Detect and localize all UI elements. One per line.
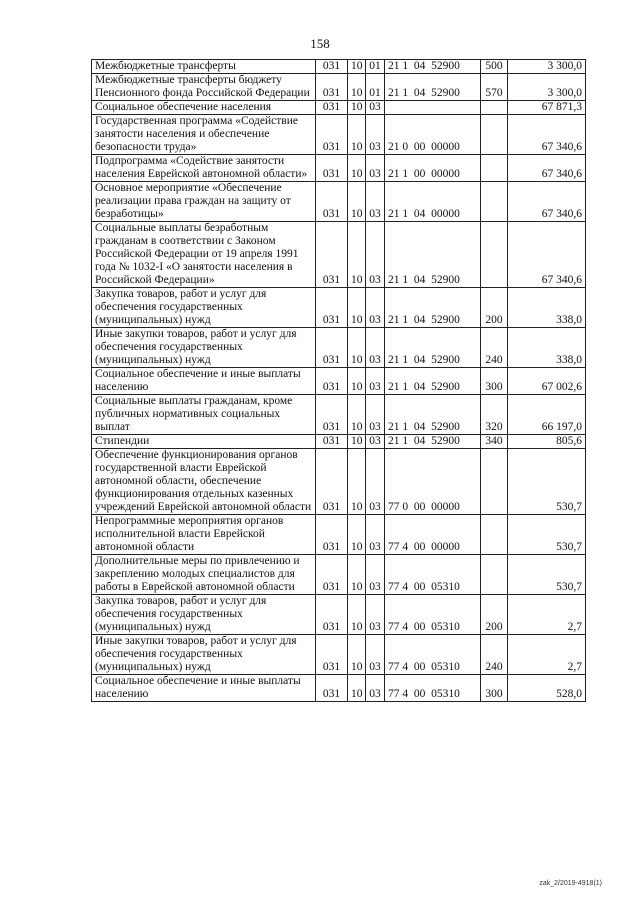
row-name-cell: Непрограммные мероприятия органов исполнительной власти Еврейской автономной области <box>92 515 316 555</box>
row-expense-type-cell: 240 <box>481 635 508 675</box>
row-amount-cell: 67 871,3 <box>508 101 586 115</box>
row-target-article-cell: 21 0 00 00000 <box>385 115 481 155</box>
row-name-cell: Социальные выплаты безработным гражданам в соответствии с Законом Российской Федерации от 19 апреля 1991 года № 1032-I «О занятости населения в Российской Федерации» <box>92 222 316 288</box>
table-row <box>92 595 586 635</box>
row-target-article-cell: 77 0 00 00000 <box>385 449 481 515</box>
row-target-article-cell: 21 1 04 52900 <box>385 435 481 449</box>
row-target-article-cell: 21 1 04 52900 <box>385 222 481 288</box>
row-amount-cell: 530,7 <box>508 449 586 515</box>
document-code: zak_2/2019-4918(1) <box>539 880 602 887</box>
row-section-cell: 10 <box>348 182 366 222</box>
row-section-cell: 10 <box>348 435 366 449</box>
table-row <box>92 155 586 182</box>
row-target-article-cell: 21 1 04 52900 <box>385 288 481 328</box>
row-expense-type-cell: 200 <box>481 288 508 328</box>
row-name-cell: Подпрограмма «Содействие занятости населения Еврейской автономной области» <box>92 155 316 182</box>
row-section-cell: 10 <box>348 368 366 395</box>
table-row <box>92 368 586 395</box>
row-name-cell: Закупка товаров, работ и услуг для обеспечения государственных (муниципальных) нужд <box>92 595 316 635</box>
row-amount-cell: 338,0 <box>508 288 586 328</box>
row-amount-cell: 67 340,6 <box>508 115 586 155</box>
row-grbs-cell: 031 <box>316 675 348 702</box>
row-target-article-cell: 77 4 00 05310 <box>385 675 481 702</box>
row-name-cell: Обеспечение функционирования органов государственной власти Еврейской автономной области, обеспечение функционирования отдельных казенных учреждений Еврейской автономной области <box>92 449 316 515</box>
row-amount-cell: 3 300,0 <box>508 60 586 74</box>
row-amount-cell: 67 340,6 <box>508 182 586 222</box>
row-name-cell: Государственная программа «Содействие занятости населения и обеспечение безопасности труда» <box>92 115 316 155</box>
table-row <box>92 675 586 702</box>
row-grbs-cell: 031 <box>316 101 348 115</box>
row-subsection-cell: 03 <box>366 101 385 115</box>
row-target-article-cell: 21 1 04 52900 <box>385 395 481 435</box>
row-subsection-cell: 03 <box>366 368 385 395</box>
row-target-article-cell: 77 4 00 05310 <box>385 595 481 635</box>
row-subsection-cell: 03 <box>366 515 385 555</box>
table-row <box>92 515 586 555</box>
row-subsection-cell: 03 <box>366 449 385 515</box>
row-expense-type-cell: 300 <box>481 675 508 702</box>
page-number: 158 <box>310 36 330 51</box>
row-amount-cell: 2,7 <box>508 595 586 635</box>
table-row <box>92 115 586 155</box>
row-subsection-cell: 03 <box>366 595 385 635</box>
row-section-cell: 10 <box>348 395 366 435</box>
row-expense-type-cell <box>481 222 508 288</box>
row-subsection-cell: 03 <box>366 222 385 288</box>
row-amount-cell: 530,7 <box>508 555 586 595</box>
row-expense-type-cell <box>481 155 508 182</box>
row-subsection-cell: 03 <box>366 635 385 675</box>
row-name-cell: Иные закупки товаров, работ и услуг для обеспечения государственных (муниципальных) нужд <box>92 328 316 368</box>
row-subsection-cell: 03 <box>366 155 385 182</box>
row-name-cell: Межбюджетные трансферты <box>92 60 316 74</box>
row-amount-cell: 66 197,0 <box>508 395 586 435</box>
table-row <box>92 635 586 675</box>
row-target-article-cell: 21 1 04 52900 <box>385 60 481 74</box>
row-section-cell: 10 <box>348 74 366 101</box>
row-subsection-cell: 03 <box>366 435 385 449</box>
row-expense-type-cell <box>481 101 508 115</box>
row-grbs-cell: 031 <box>316 115 348 155</box>
row-section-cell: 10 <box>348 288 366 328</box>
row-section-cell: 10 <box>348 328 366 368</box>
row-target-article-cell: 21 1 00 00000 <box>385 155 481 182</box>
budget-table <box>91 59 586 702</box>
row-expense-type-cell: 500 <box>481 60 508 74</box>
row-section-cell: 10 <box>348 115 366 155</box>
row-section-cell: 10 <box>348 155 366 182</box>
row-subsection-cell: 03 <box>366 182 385 222</box>
row-expense-type-cell <box>481 555 508 595</box>
row-grbs-cell: 031 <box>316 435 348 449</box>
row-target-article-cell: 21 1 04 52900 <box>385 368 481 395</box>
row-target-article-cell: 21 1 04 52900 <box>385 74 481 101</box>
row-name-cell: Социальное обеспечение и иные выплаты населению <box>92 368 316 395</box>
row-expense-type-cell: 300 <box>481 368 508 395</box>
table-row <box>92 555 586 595</box>
row-grbs-cell: 031 <box>316 328 348 368</box>
row-amount-cell: 528,0 <box>508 675 586 702</box>
row-section-cell: 10 <box>348 60 366 74</box>
row-name-cell: Дополнительные меры по привлечению и закреплению молодых специалистов для работы в Еврейской автономной области <box>92 555 316 595</box>
row-amount-cell: 67 340,6 <box>508 155 586 182</box>
row-grbs-cell: 031 <box>316 222 348 288</box>
row-expense-type-cell <box>481 115 508 155</box>
row-grbs-cell: 031 <box>316 595 348 635</box>
row-grbs-cell: 031 <box>316 155 348 182</box>
row-subsection-cell: 01 <box>366 60 385 74</box>
row-expense-type-cell: 240 <box>481 328 508 368</box>
row-grbs-cell: 031 <box>316 395 348 435</box>
table-row <box>92 74 586 101</box>
row-section-cell: 10 <box>348 555 366 595</box>
row-grbs-cell: 031 <box>316 74 348 101</box>
row-section-cell: 10 <box>348 595 366 635</box>
table-row <box>92 60 586 74</box>
row-subsection-cell: 03 <box>366 555 385 595</box>
row-grbs-cell: 031 <box>316 555 348 595</box>
row-amount-cell: 67 340,6 <box>508 222 586 288</box>
table-row <box>92 435 586 449</box>
row-name-cell: Социальное обеспечение населения <box>92 101 316 115</box>
row-name-cell: Социальные выплаты гражданам, кроме публичных нормативных социальных выплат <box>92 395 316 435</box>
row-grbs-cell: 031 <box>316 288 348 328</box>
row-amount-cell: 805,6 <box>508 435 586 449</box>
row-target-article-cell: 77 4 00 05310 <box>385 555 481 595</box>
row-section-cell: 10 <box>348 675 366 702</box>
row-name-cell: Основное мероприятие «Обеспечение реализации права граждан на защиту от безработицы» <box>92 182 316 222</box>
row-name-cell: Межбюджетные трансферты бюджету Пенсионного фонда Российской Федерации <box>92 74 316 101</box>
row-name-cell: Закупка товаров, работ и услуг для обеспечения государственных (муниципальных) нужд <box>92 288 316 328</box>
row-section-cell: 10 <box>348 101 366 115</box>
row-name-cell: Иные закупки товаров, работ и услуг для обеспечения государственных (муниципальных) нужд <box>92 635 316 675</box>
row-section-cell: 10 <box>348 635 366 675</box>
row-amount-cell: 2,7 <box>508 635 586 675</box>
row-expense-type-cell <box>481 449 508 515</box>
row-subsection-cell: 03 <box>366 675 385 702</box>
row-grbs-cell: 031 <box>316 182 348 222</box>
row-section-cell: 10 <box>348 222 366 288</box>
row-name-cell: Стипендии <box>92 435 316 449</box>
row-section-cell: 10 <box>348 449 366 515</box>
row-target-article-cell: 77 4 00 05310 <box>385 635 481 675</box>
table-row <box>92 101 586 115</box>
row-expense-type-cell: 200 <box>481 595 508 635</box>
table-row <box>92 182 586 222</box>
row-subsection-cell: 03 <box>366 328 385 368</box>
row-grbs-cell: 031 <box>316 449 348 515</box>
table-row <box>92 222 586 288</box>
row-amount-cell: 3 300,0 <box>508 74 586 101</box>
row-expense-type-cell: 320 <box>481 395 508 435</box>
row-section-cell: 10 <box>348 515 366 555</box>
row-subsection-cell: 01 <box>366 74 385 101</box>
row-name-cell: Социальное обеспечение и иные выплаты населению <box>92 675 316 702</box>
row-target-article-cell: 21 1 04 52900 <box>385 328 481 368</box>
row-subsection-cell: 03 <box>366 395 385 435</box>
row-target-article-cell <box>385 101 481 115</box>
row-amount-cell: 530,7 <box>508 515 586 555</box>
row-grbs-cell: 031 <box>316 368 348 395</box>
row-grbs-cell: 031 <box>316 635 348 675</box>
table-row <box>92 449 586 515</box>
row-expense-type-cell <box>481 515 508 555</box>
row-subsection-cell: 03 <box>366 288 385 328</box>
row-subsection-cell: 03 <box>366 115 385 155</box>
table-row <box>92 328 586 368</box>
row-amount-cell: 338,0 <box>508 328 586 368</box>
row-expense-type-cell: 340 <box>481 435 508 449</box>
row-grbs-cell: 031 <box>316 60 348 74</box>
row-target-article-cell: 77 4 00 00000 <box>385 515 481 555</box>
table-row <box>92 288 586 328</box>
row-grbs-cell: 031 <box>316 515 348 555</box>
row-amount-cell: 67 002,6 <box>508 368 586 395</box>
table-row <box>92 395 586 435</box>
row-expense-type-cell: 570 <box>481 74 508 101</box>
row-target-article-cell: 21 1 04 00000 <box>385 182 481 222</box>
row-expense-type-cell <box>481 182 508 222</box>
